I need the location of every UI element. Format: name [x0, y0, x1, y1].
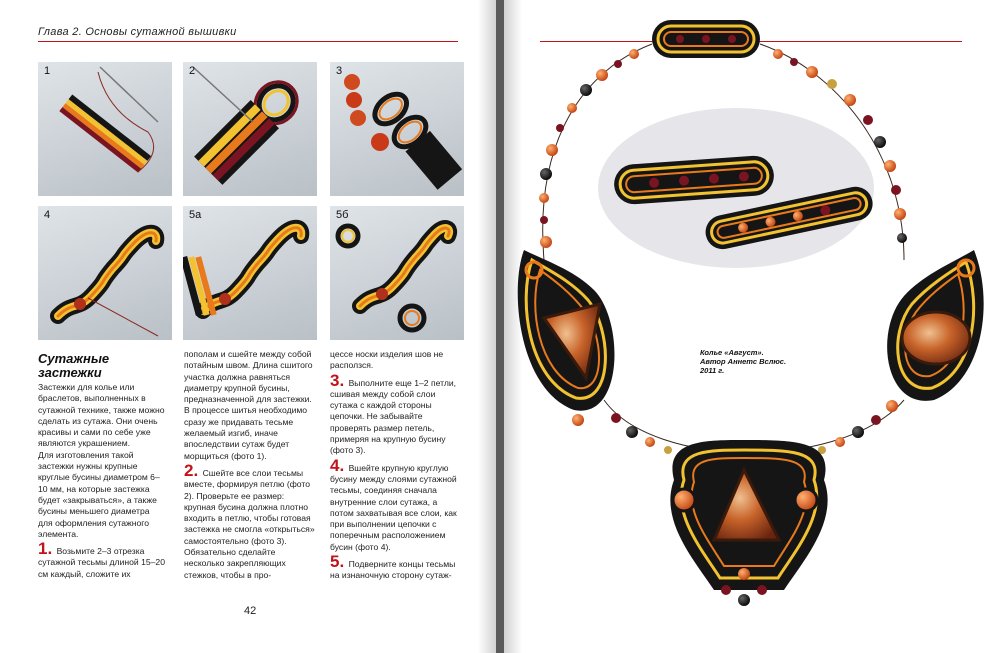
intro-paragraph: Застежки для колье или браслетов, выполненных в сутажной технике, также можно сделать из сутажа. Они очень красивы и сами по себе уже являются украшением.	[38, 382, 165, 449]
step-photo-5b	[330, 206, 464, 340]
photo-1-illustration	[38, 62, 172, 196]
step-number: 5.	[330, 552, 345, 572]
photo-label: 4	[44, 209, 51, 221]
right-side-pendant	[887, 250, 984, 401]
text-column-3	[330, 349, 462, 582]
header-rule	[38, 41, 458, 42]
continued-paragraph: цессе носки изделия шов не расползся.	[330, 349, 444, 371]
left-side-pendant	[518, 250, 615, 426]
central-pendant	[670, 440, 827, 606]
step-text: Выполните еще 1–2 петли, сшивая между собой слои сутажа с каждой стороны цепочки. Не забывайте проверять размер петель, примеряя на крупную бусину (фото 3).	[330, 377, 457, 456]
step-4	[330, 455, 462, 553]
caption-title: Колье «Август».	[700, 348, 764, 357]
photo-5a-illustration	[183, 206, 317, 340]
step-number: 1.	[38, 539, 53, 559]
section-title-line-2: застежки	[38, 365, 102, 380]
intro-paragraph-2: Для изготовления такой застежки нужны крупные круглые бусины диаметром 6–10 мм, на которые застежка будет «закрываться», а также бусины меньшего диаметра для оформления сутажного элемента.	[38, 449, 160, 539]
right-page	[504, 0, 1000, 653]
necklace-caption	[700, 348, 810, 375]
step-photo-1	[38, 62, 172, 196]
photo-label: 2	[189, 65, 196, 77]
step-text: Сшейте все слои тесьмы вместе, формируя петлю (фото 2). Проверьте ее размер: крупная бусина должна плотно входить в петлю, чтобы готовая застежка не смогла «открыться» самостоятельно (фото 3). Обязательно сделайте несколько закрепляющих стежков, чтобы в про-	[184, 467, 315, 580]
photo-4-illustration	[38, 206, 172, 340]
photo-label: 3	[336, 65, 343, 77]
photo-5b-illustration	[330, 206, 464, 340]
step-text: Подверните концы тесьмы на изнаночную сторону сутаж-	[330, 559, 456, 581]
step-photo-2	[183, 62, 317, 196]
photo-label: 5а	[189, 209, 202, 221]
left-page	[0, 0, 496, 653]
section-title	[38, 352, 158, 380]
caption-year: 2011 г.	[700, 366, 725, 375]
photo-3-illustration	[330, 62, 464, 196]
step-photo-5a	[183, 206, 317, 340]
continued-paragraph: пополам и сшейте между собой потайным швом. Длина сшитого участка должна равняться диаметру крупной бусины, предназначенной для застежки. В процессе шитья необходимо сразу же придавать тесьме желаемый изгиб, иначе впоследствии сутаж будет морщиться (фото 1).	[184, 349, 313, 461]
section-title-line-1: Сутажные	[38, 351, 110, 366]
chapter-header: Глава 2. Основы сутажной вышивки	[38, 26, 237, 38]
necklace-illustration	[504, 0, 1000, 653]
step-text: Возьмите 2–3 отрезка сутажной тесьмы длиной 15–20 см каждый, сложите их	[38, 546, 165, 579]
clasp-closeup-oval	[598, 108, 876, 268]
step-number: 2.	[184, 460, 199, 480]
clasp-top	[652, 20, 760, 58]
caption-author: Автор Аннетс Вслюс.	[700, 357, 787, 366]
step-5	[330, 552, 462, 582]
step-1	[38, 539, 166, 580]
step-number: 3.	[330, 370, 345, 390]
photo-label: 1	[44, 65, 51, 77]
photo-label: 5б	[336, 209, 349, 221]
photo-2-illustration	[183, 62, 317, 196]
step-photo-3	[330, 62, 464, 196]
page-number: 42	[244, 605, 257, 617]
step-text: Вшейте крупную круглую бусину между слоями сутажной тесьмы, соединяя сначала внутренние слои сутажа, а потом захватывая все слои, как при выполнении цепочки с поперечным расположением бусин (фото 4).	[330, 462, 457, 552]
step-3	[330, 370, 462, 457]
text-column-2	[184, 349, 316, 581]
text-column-1	[38, 382, 166, 580]
step-number: 4.	[330, 455, 345, 475]
gutter-shadow	[478, 0, 496, 653]
step-2	[184, 460, 316, 581]
step-photo-4	[38, 206, 172, 340]
